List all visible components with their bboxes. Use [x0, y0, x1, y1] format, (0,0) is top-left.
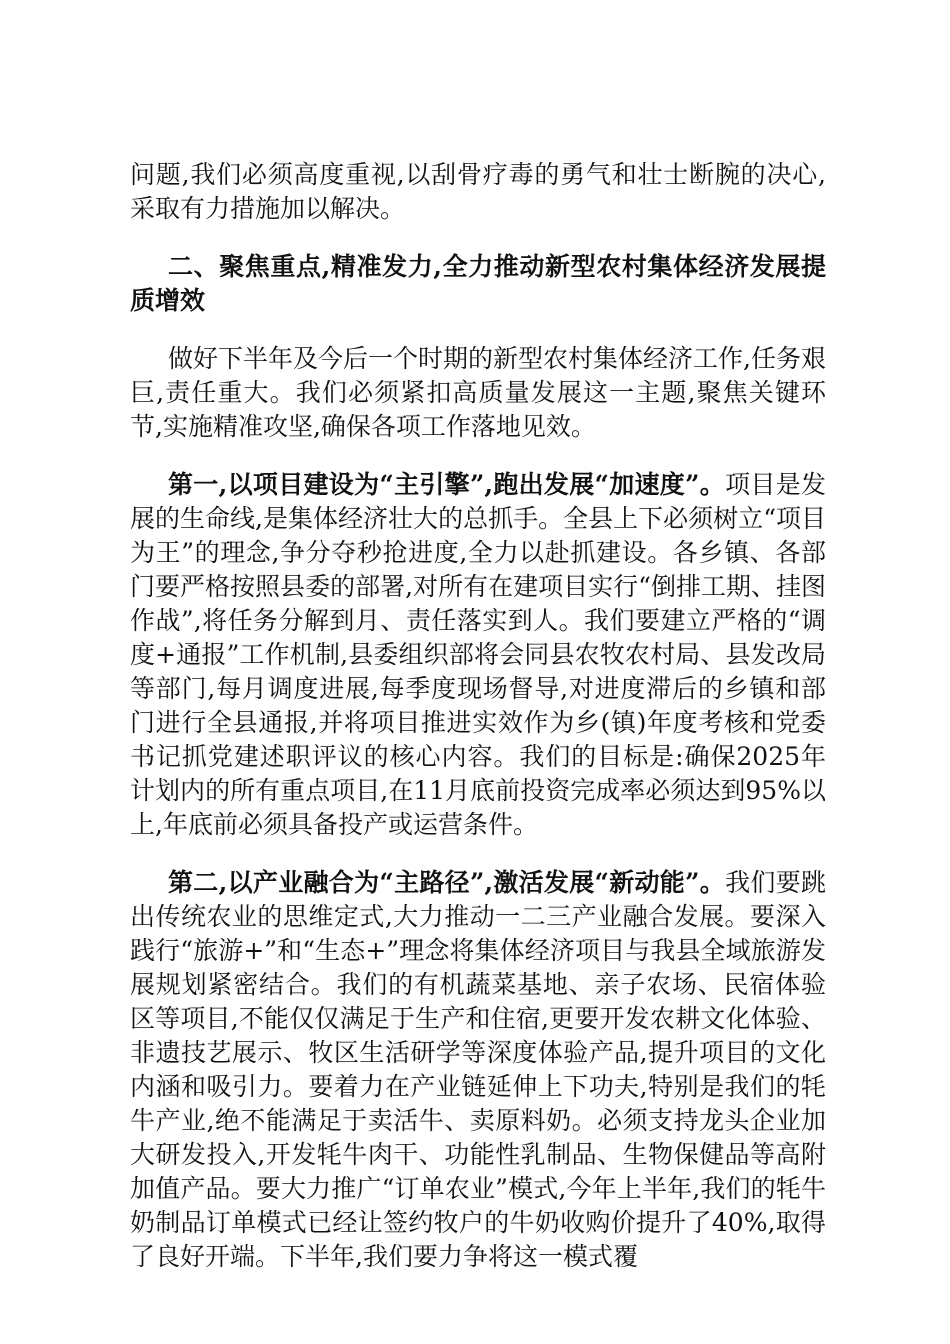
- paragraph-first-point: [130, 468, 826, 842]
- first-point-lead: 第一,以项目建设为“主引擎”,跑出发展“加速度”。: [168, 470, 726, 499]
- section-heading: 二、聚焦重点,精准发力,全力推动新型农村集体经济发展提质增效: [130, 252, 826, 315]
- first-point-body: 项目是发展的生命线,是集体经济壮大的总抓手。全县上下必须树立“项目为王”的理念,争分夺秒抢进度,全力以赴抓建设。各乡镇、各部门要严格按照县委的部署,对所有在建项目实行“倒排工期、挂图作战”,将任务分解到月、责任落实到人。我们要建立严格的“调度+通报”工作机制,县委组织部将会同县农牧农村局、县发改局等部门,每月调度进展,每季度现场督导,对进度滞后的乡镇和部门进行全县通报,并将项目推进实效作为乡(镇)年度考核和党委书记抓党建述职评议的核心内容。我们的目标是:确保2025年计划内的所有重点项目,在11月底前投资完成率必须达到95%以上,年底前必须具备投产或运营条件。: [130, 470, 826, 839]
- second-point-lead: 第二,以产业融合为“主路径”,激活发展“新动能”。: [168, 868, 726, 897]
- paragraph-continued: 问题,我们必须高度重视,以刮骨疗毒的勇气和壮士断腕的决心,采取有力措施加以解决。: [130, 160, 826, 223]
- paragraph-intro: 做好下半年及今后一个时期的新型农村集体经济工作,任务艰巨,责任重大。我们必须紧扣高质量发展这一主题,聚焦关键环节,实施精准攻坚,确保各项工作落地见效。: [130, 344, 826, 441]
- paragraph-second-point: [130, 866, 826, 1274]
- second-point-body: 我们要跳出传统农业的思维定式,大力推动一二三产业融合发展。要深入践行“旅游+”和“生态+”理念将集体经济项目与我县全域旅游发展规划紧密结合。我们的有机蔬菜基地、亲子农场、民宿体验区等项目,不能仅仅满足于生产和住宿,更要开发农耕文化体验、非遗技艺展示、牧区生活研学等深度体验产品,提升项目的文化内涵和吸引力。要着力在产业链延伸上下功夫,特别是我们的牦牛产业,绝不能满足于卖活牛、卖原料奶。必须支持龙头企业加大研发投入,开发牦牛肉干、功能性乳制品、生物保健品等高附加值产品。要大力推广“订单农业”模式,今年上半年,我们的牦牛奶制品订单模式已经让签约牧户的牛奶收购价提升了40%,取得了良好开端。下半年,我们要力争将这一模式覆: [130, 868, 826, 1271]
- document-page: [130, 158, 826, 1274]
